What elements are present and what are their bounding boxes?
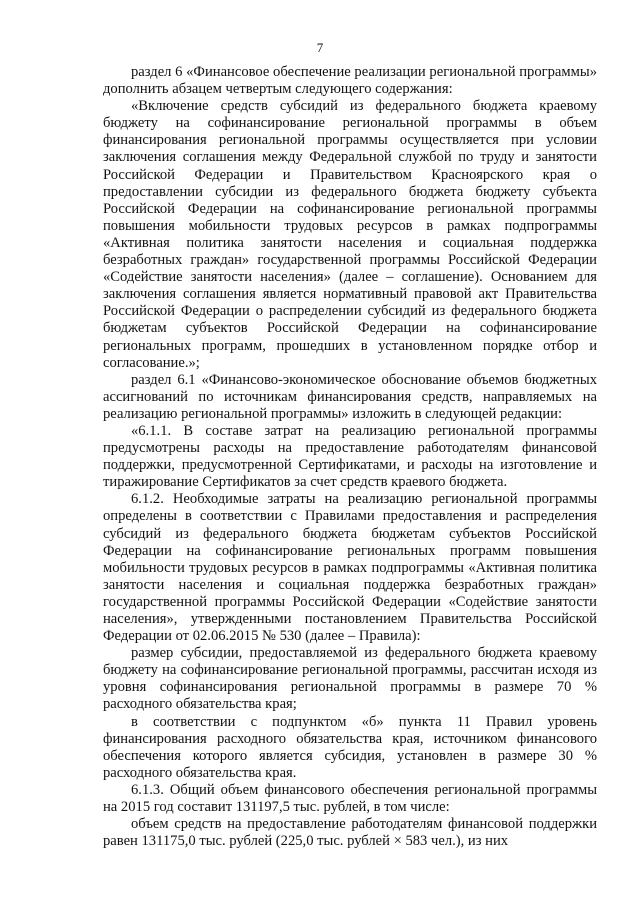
paragraph-employer-support: объем средств на предоставление работодателям финансовой поддержки равен 131175,0 тыс. рублей (225,0 тыс. рублей × 583 чел.), из них — [103, 816, 597, 850]
document-body — [103, 64, 597, 850]
page-number: 7 — [316, 40, 324, 55]
paragraph-subsidy-size: размер субсидии, предоставляемой из федерального бюджета краевому бюджету на софинансирование региональной программы, рассчитан исходя из уровня софинансирования региональной программы в размере 70 % расходного обязательства края; — [103, 645, 597, 713]
paragraph-section-6-1: раздел 6.1 «Финансово-экономическое обоснование объемов бюджетных ассигнований по источникам финансирования средств, направляемых на реализацию региональной программы» изложить в следующей редакции: — [103, 371, 597, 422]
paragraph-subsidy-inclusion: «Включение средств субсидий из федерального бюджета краевому бюджету на софинансирование региональной программы в объем финансирования региональной программы осуществляется при условии заключения соглашения между Федеральной службой по труду и занятости Российской Федерации и Правительством Красноярского края о предоставлении субсидии из федерального бюджета бюджету субъекта Российской Федерации на софинансирование региональной программы повышения мобильности трудовых ресурсов в рамках подпрограммы «Активная политика занятости населения и социальная поддержка безработных граждан» государственной программы Российской Федерации «Содействие занятости населения» (далее – соглашение). Основанием для заключения соглашения является нормативный правовой акт Правительства Российской Федерации о распределении субсидий из федерального бюджета бюджетам субъектов Российской Федерации на софинансирование региональных программ, прошедших в установленном порядке отбор и согласование.»; — [103, 98, 597, 371]
paragraph-financing-level: в соответствии с подпунктом «б» пункта 11 Правил уровень финансирования расходного обязательства края, источником финансового обеспечения которого является субсидия, установлен в размере 30 % расходного обязательства края. — [103, 713, 597, 781]
paragraph-6-1-2: 6.1.2. Необходимые затраты на реализацию региональной программы определены в соответствии с Правилами предоставления и распределения субсидий из федерального бюджета бюджетам субъектов Российской Федерации на софинансирование региональных программ повышения мобильности трудовых ресурсов в рамках подпрограммы «Активная политика занятости населения и социальная поддержка безработных граждан» государственной программы Российской Федерации «Содействие занятости населения», утвержденными постановлением Правительства Российской Федерации от 02.06.2015 № 530 (далее – Правила): — [103, 491, 597, 645]
paragraph-6-1-1: «6.1.1. В составе затрат на реализацию региональной программы предусмотрены расходы на предоставление работодателям финансовой поддержки, предусмотренной Сертификатами, и расходы на изготовление и тиражирование Сертификатов за счет средств краевого бюджета. — [103, 422, 597, 491]
paragraph-section-6: раздел 6 «Финансовое обеспечение реализации региональной программы» дополнить абзацем четвертым следующего содержания: — [103, 64, 597, 98]
paragraph-6-1-3: 6.1.3. Общий объем финансового обеспечения региональной программы на 2015 год составит 131197,5 тыс. рублей, в том числе: — [103, 781, 597, 816]
